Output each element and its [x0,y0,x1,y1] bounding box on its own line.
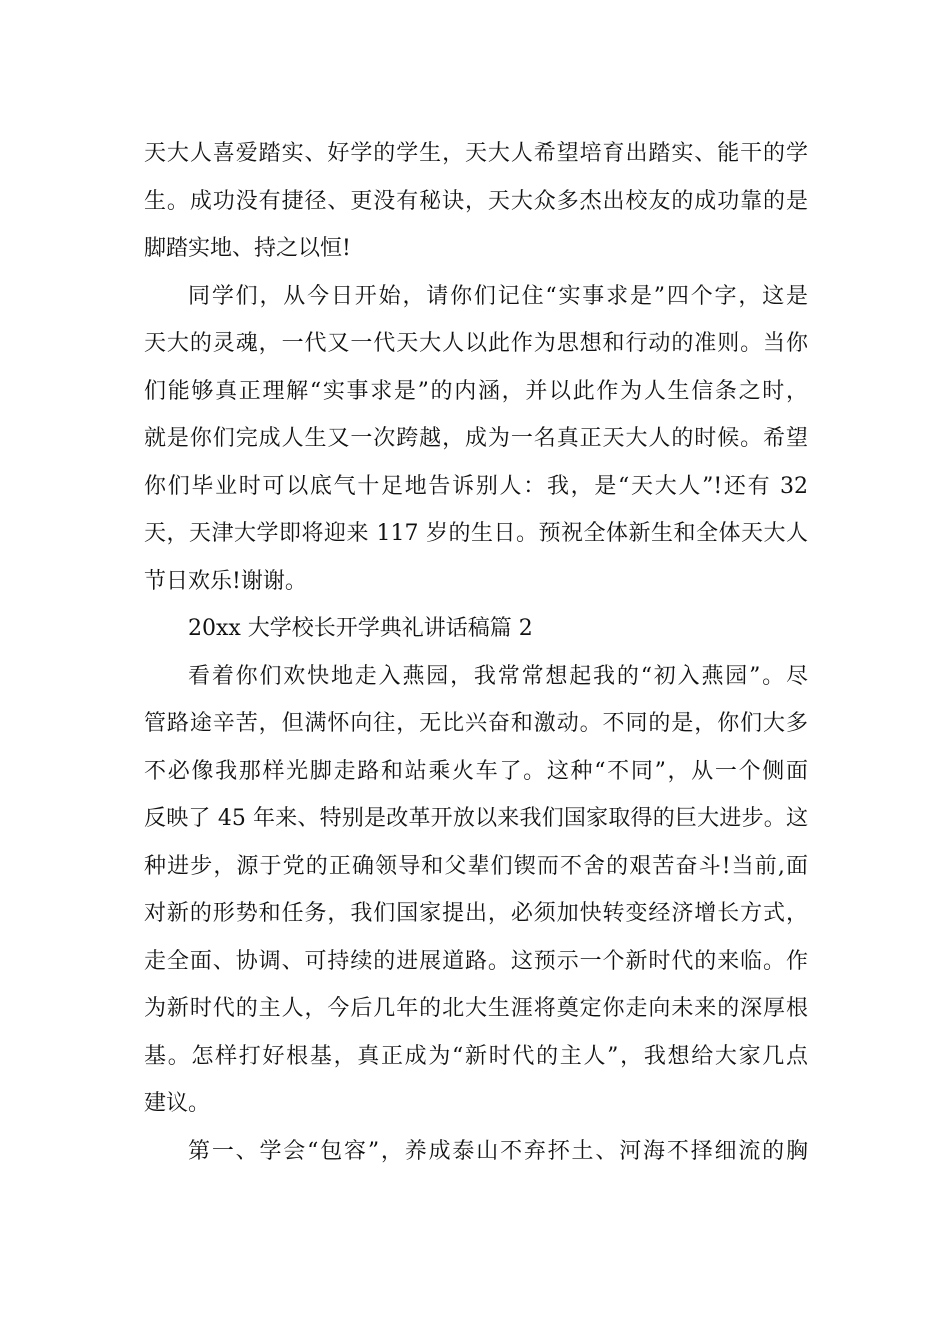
text-line: 生。成功没有捷径、更没有秘诀，天大众多杰出校友的成功靠的是 [144,188,808,214]
document-body [144,130,808,1175]
paragraph-3 [144,653,808,1128]
text-line: 不必像我那样光脚走路和站乘火车了。这种“不同”，从一个侧面 [144,758,808,784]
section-heading [144,605,808,653]
text-line: 种进步，源于党的正确领导和父辈们锲而不舍的艰苦奋斗!当前,面 [144,853,808,879]
text-line: 建议。 [144,1091,211,1116]
paragraph-1 [144,130,808,273]
section-heading-text: 20xx 大学校长开学典礼讲话稿篇 2 [188,616,533,641]
text-line: 就是你们完成人生又一次跨越，成为一名真正天大人的时候。希望 [144,426,808,451]
text-line: 们能够真正理解“实事求是”的内涵，并以此作为人生信条之时， [144,378,808,404]
text-line: 管路途辛苦，但满怀向往，无比兴奋和激动。不同的是，你们大多 [144,711,808,736]
text-line: 脚踏实地、持之以恒! [144,236,351,261]
text-line: 节日欢乐!谢谢。 [144,568,307,594]
paragraph-2 [144,273,808,606]
text-line: 对新的形势和任务，我们国家提出，必须加快转变经济增长方式， [144,901,808,926]
text-line: 基。怎样打好根基，真正成为“新时代的主人”，我想给大家几点 [144,1043,808,1069]
text-line: 为新时代的主人，今后几年的北大生涯将奠定你走向未来的深厚根 [144,996,808,1021]
text-line: 第一、学会“包容”，养成泰山不弃抔土、河海不择细流的胸 [188,1138,808,1164]
text-line: 走全面、协调、可持续的进展道路。这预示一个新时代的来临。作 [144,948,808,974]
paragraph-4 [144,1128,808,1176]
text-line: 反映了 45 年来、特别是改革开放以来我们国家取得的巨大进步。这 [144,806,808,831]
text-line: 你们毕业时可以底气十足地告诉别人：我，是“天大人”!还有 32 [144,473,808,499]
text-line: 天大的灵魂，一代又一代天大人以此作为思想和行动的准则。当你 [144,331,808,356]
text-line: 看着你们欢快地走入燕园，我常常想起我的“初入燕园”。尽 [188,663,808,689]
text-line: 天大人喜爱踏实、好学的学生，天大人希望培育出踏实、能干的学 [144,141,808,166]
text-line: 天，天津大学即将迎来 117 岁的生日。预祝全体新生和全体天大人 [144,521,808,546]
text-line: 同学们，从今日开始，请你们记住“实事求是”四个字，这是 [188,283,808,309]
